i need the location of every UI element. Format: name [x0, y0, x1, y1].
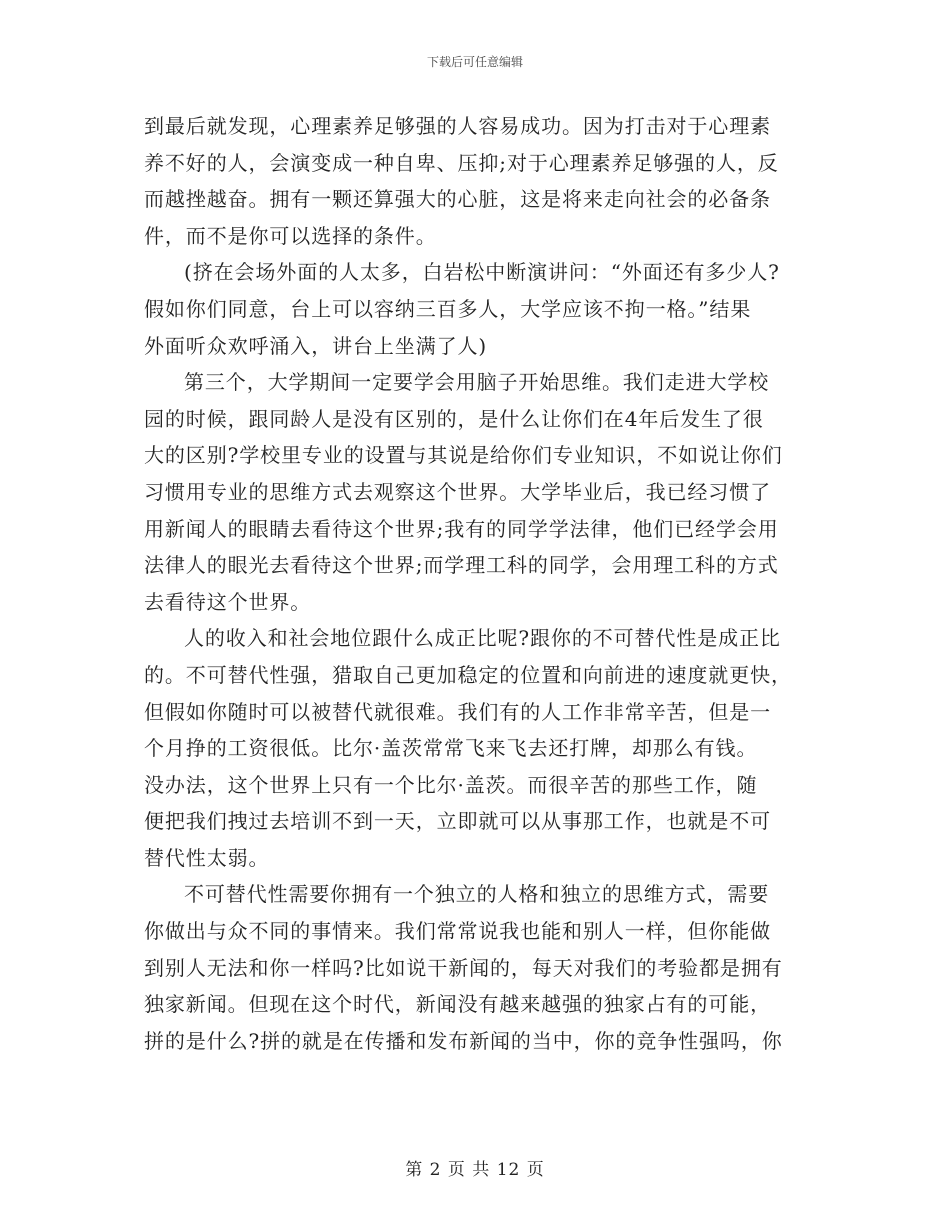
text-line: 没办法，这个世界上只有一个比尔·盖茨。而很辛苦的那些工作，随 [144, 772, 758, 797]
text-line: 大的区别?学校里专业的设置与其说是给你们专业知识，不如说让你们 [144, 443, 783, 468]
text-line: 园的时候，跟同龄人是没有区别的，是什么让你们在4年后发生了很 [144, 406, 764, 431]
text-line: 习惯用专业的思维方式去观察这个世界。大学毕业后，我已经习惯了 [144, 479, 771, 504]
text-line: 替代性太弱。 [144, 845, 270, 870]
header-note: 下载后可任意编辑 [426, 55, 523, 69]
text-line: 件，而不是你可以选择的条件。 [144, 223, 437, 248]
text-line: 独家新闻。但现在这个时代，新闻没有越来越强的独家占有的可能， [144, 992, 771, 1017]
text-line: 养不好的人，会演变成一种自卑、压抑;对于心理素养足够强的人，反 [144, 150, 779, 175]
text-line: 而越挫越奋。拥有一颗还算强大的心脏，这是将来走向社会的必备条 [144, 187, 771, 212]
text-line: 但假如你随时可以被替代就很难。我们有的人工作非常辛苦，但是一 [144, 699, 771, 724]
document-body [144, 108, 814, 1059]
text-line: 法律人的眼光去看待这个世界;而学理工科的同学，会用理工科的方式 [144, 553, 779, 578]
text-line: 人的收入和社会地位跟什么成正比呢?跟你的不可替代性是成正比 [184, 626, 781, 651]
text-line: 外面听众欢呼涌入，讲台上坐满了人) [144, 333, 488, 358]
text-line: 到别人无法和你一样吗?比如说干新闻的，每天对我们的考验都是拥有 [144, 955, 783, 980]
text-line: 拼的是什么?拼的就是在传播和发布新闻的当中，你的竞争性强吗，你 [144, 1028, 783, 1053]
text-line: 第三个，大学期间一定要学会用脑子开始思维。我们走进大学校 [184, 370, 770, 395]
text-line: 到最后就发现，心理素养足够强的人容易成功。因为打击对于心理素 [144, 114, 771, 138]
text-line: (挤在会场外面的人太多，白岩松中断演讲问：“外面还有多少人? [184, 260, 780, 285]
text-line: 去看待这个世界。 [144, 589, 312, 614]
text-line: 用新闻人的眼睛去看待这个世界;我有的同学学法律，他们已经学会用 [144, 516, 779, 541]
text-line: 的。不可替代性强，猎取自己更加稳定的位置和向前进的速度就更快， [144, 662, 792, 687]
text-line: 不可替代性需要你拥有一个独立的人格和独立的思维方式，需要 [184, 882, 770, 907]
text-line: 假如你们同意，台上可以容纳三百多人，大学应该不拘一格。”结果 [144, 296, 752, 321]
text-line: 你做出与众不同的事情来。我们常常说我也能和别人一样，但你能做 [144, 919, 771, 944]
page-number: 第 2 页 共 12 页 [405, 1160, 545, 1180]
text-line: 个月挣的工资很低。比尔·盖茨常常飞来飞去还打牌，却那么有钱。 [144, 736, 758, 761]
text-line: 便把我们拽过去培训不到一天，立即就可以从事那工作，也就是不可 [144, 809, 771, 834]
